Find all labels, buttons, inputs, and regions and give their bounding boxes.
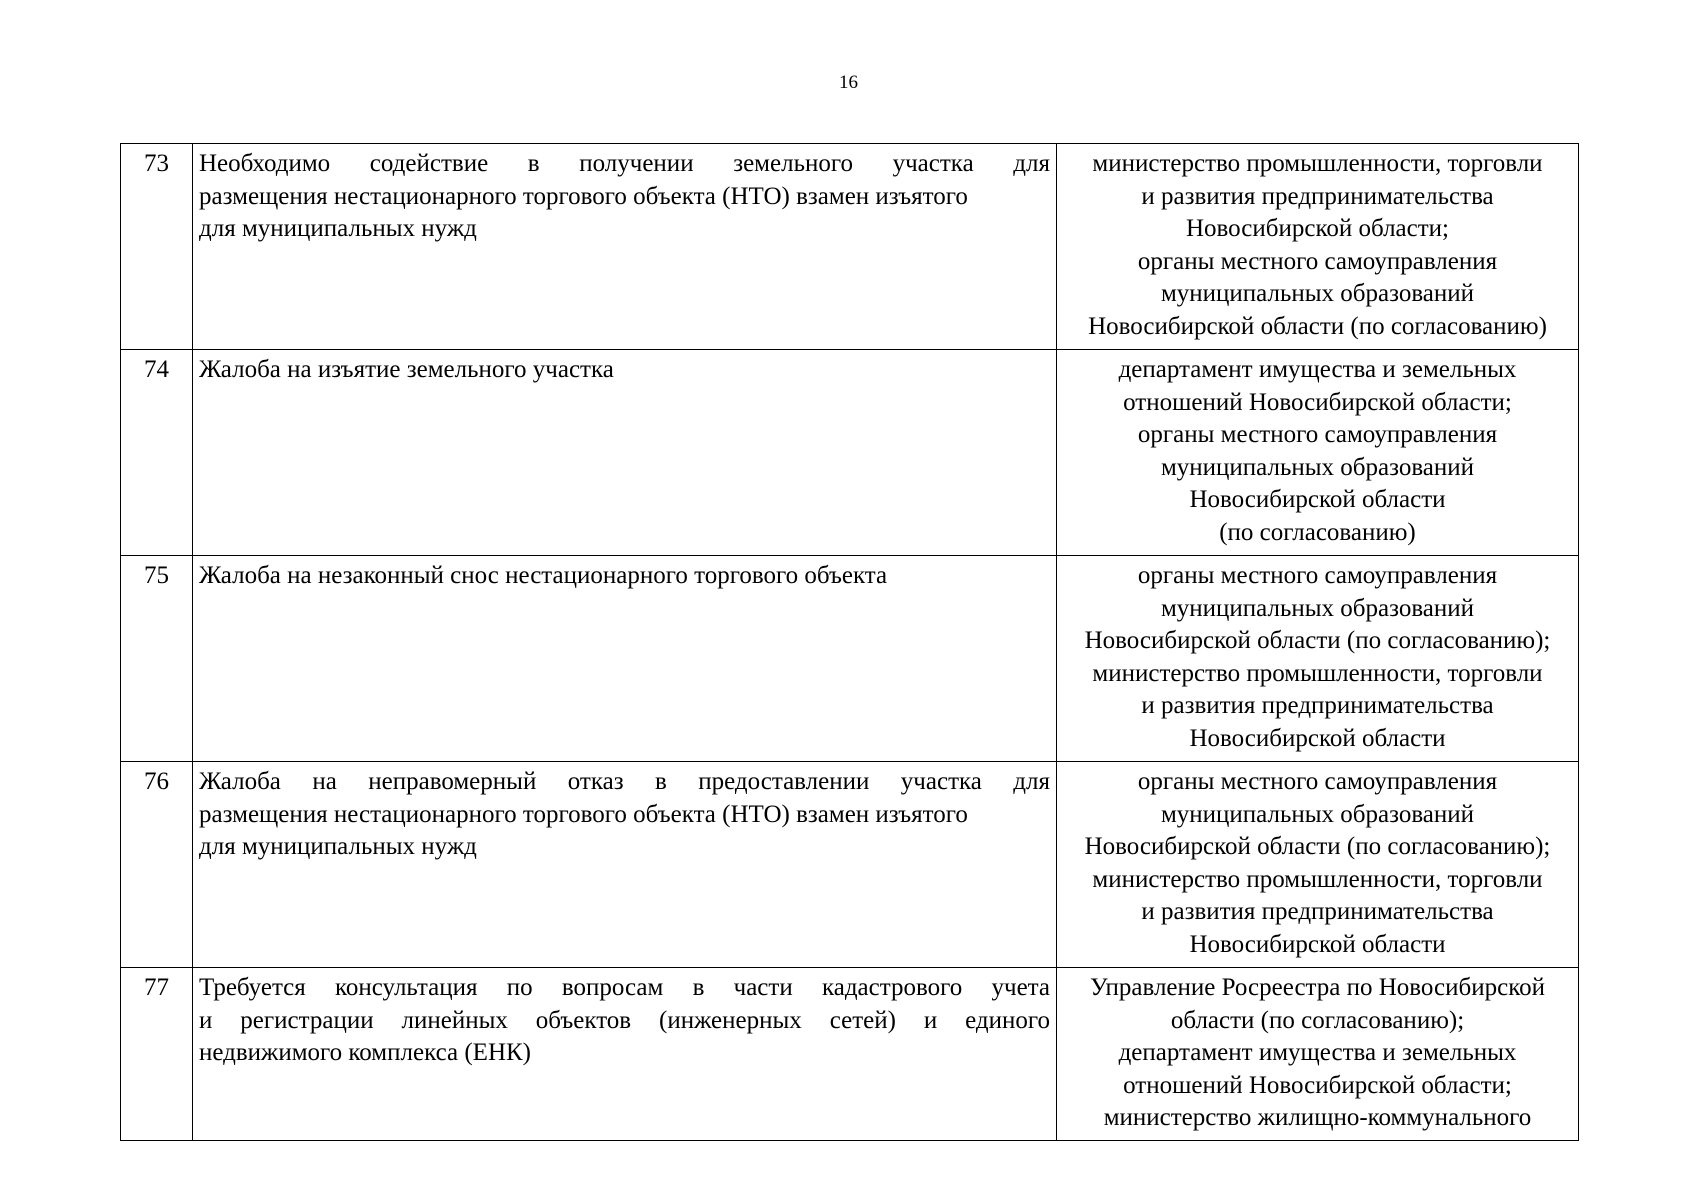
- organization-line: отношений Новосибирской области;: [1123, 1071, 1512, 1099]
- organization-line: Новосибирской области (по согласованию): [1088, 312, 1547, 340]
- row-number: 74: [121, 350, 193, 556]
- organization-line: муниципальных образований: [1160, 594, 1475, 622]
- issue-description: [193, 350, 1057, 556]
- organization-line: муниципальных образований: [1160, 800, 1475, 828]
- responsible-organizations: [1057, 968, 1579, 1141]
- description-line: Необходимо содействие в получении земельного участка для: [199, 150, 1050, 177]
- organization-line: Новосибирской области: [1189, 486, 1446, 513]
- description-line: Жалоба на незаконный снос нестационарного торгового объекта: [199, 562, 888, 589]
- row-number: 75: [121, 556, 193, 762]
- organization-line: и развития предпринимательства: [1141, 182, 1494, 210]
- issue-description: [193, 968, 1057, 1141]
- description-line: для муниципальных нужд: [199, 215, 477, 242]
- organization-line: департамент имущества и земельных: [1118, 1039, 1517, 1066]
- responsibility-table: [120, 143, 1579, 1141]
- description-line: для муниципальных нужд: [199, 833, 477, 860]
- organization-line: муниципальных образований: [1160, 453, 1475, 481]
- organization-line: отношений Новосибирской области;: [1123, 388, 1512, 416]
- issue-description: [193, 144, 1057, 350]
- row-number: 77: [121, 968, 193, 1141]
- organization-line: Управление Росреестра по Новосибирской: [1090, 974, 1545, 1001]
- organization-line: министерство жилищно-коммунального: [1103, 1104, 1532, 1131]
- table-row: [121, 762, 1579, 968]
- organization-line: департамент имущества и земельных: [1118, 356, 1517, 383]
- responsible-organizations: [1057, 350, 1579, 556]
- description-line: размещения нестационарного торгового объекта (НТО) взамен изъятого: [199, 182, 968, 210]
- table-row: [121, 968, 1579, 1141]
- organization-line: министерство промышленности, торговли: [1092, 150, 1543, 177]
- description-line: недвижимого комплекса (ЕНК): [199, 1039, 531, 1066]
- organization-line: органы местного самоуправления: [1137, 247, 1498, 275]
- row-number: 73: [121, 144, 193, 350]
- table-row: [121, 350, 1579, 556]
- description-line: Жалоба на неправомерный отказ в предоставлении участка для: [199, 768, 1050, 795]
- organization-line: министерство промышленности, торговли: [1092, 659, 1543, 687]
- organization-line: Новосибирской области (по согласованию);: [1084, 833, 1551, 860]
- responsible-organizations: [1057, 762, 1579, 968]
- organization-line: Новосибирской области: [1189, 724, 1446, 752]
- description-line: размещения нестационарного торгового объекта (НТО) взамен изъятого: [199, 800, 968, 828]
- organization-line: (по согласованию): [1219, 518, 1416, 546]
- description-line: Жалоба на изъятие земельного участка: [199, 356, 614, 383]
- issue-description: [193, 556, 1057, 762]
- row-number: 76: [121, 762, 193, 968]
- responsible-organizations: [1057, 556, 1579, 762]
- organization-line: Новосибирской области: [1189, 930, 1446, 958]
- organization-line: органы местного самоуправления: [1137, 768, 1498, 795]
- table-row: [121, 144, 1579, 350]
- description-line: и регистрации линейных объектов (инженерных сетей) и единого: [199, 1006, 1050, 1034]
- responsible-organizations: [1057, 144, 1579, 350]
- issue-description: [193, 762, 1057, 968]
- organization-line: органы местного самоуправления: [1137, 421, 1498, 448]
- table-row: [121, 556, 1579, 762]
- organization-line: области (по согласованию);: [1170, 1006, 1465, 1034]
- organization-line: органы местного самоуправления: [1137, 562, 1498, 589]
- organization-line: министерство промышленности, торговли: [1092, 865, 1543, 893]
- description-line: Требуется консультация по вопросам в части кадастрового учета: [199, 974, 1050, 1001]
- organization-line: и развития предпринимательства: [1141, 898, 1494, 925]
- organization-line: Новосибирской области;: [1185, 215, 1449, 242]
- page-number: 16: [839, 72, 858, 93]
- organization-line: Новосибирской области (по согласованию);: [1084, 627, 1551, 654]
- organization-line: муниципальных образований: [1160, 280, 1475, 307]
- organization-line: и развития предпринимательства: [1141, 692, 1494, 719]
